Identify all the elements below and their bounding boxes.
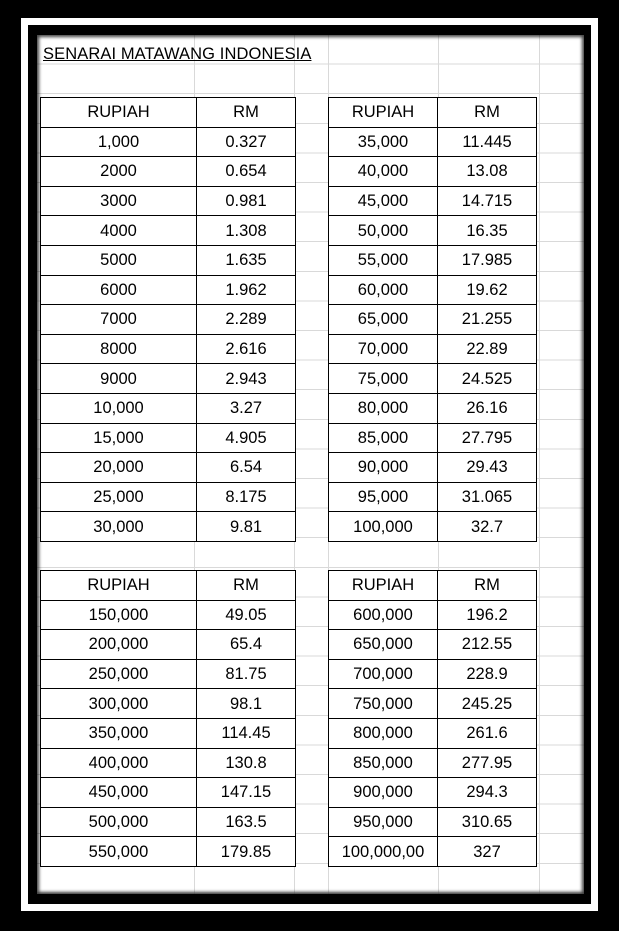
rupiah-cell: 250,000 (41, 659, 197, 689)
rupiah-cell: 25,000 (41, 482, 197, 512)
rupiah-cell: 75,000 (329, 364, 438, 394)
table-row (41, 482, 296, 512)
rm-cell: 163.5 (197, 807, 296, 837)
rupiah-cell: 55,000 (329, 245, 438, 275)
table-row (329, 512, 537, 542)
table-row (41, 748, 296, 778)
table-row (329, 186, 537, 216)
rupiah-cell: 80,000 (329, 393, 438, 423)
table-header-row (41, 98, 296, 128)
rm-cell: 21.255 (438, 305, 537, 335)
rm-cell: 31.065 (438, 482, 537, 512)
rm-cell: 9.81 (197, 512, 296, 542)
table-row (329, 423, 537, 453)
table-row (41, 275, 296, 305)
table-row (41, 127, 296, 157)
table-row (329, 482, 537, 512)
rm-cell: 13.08 (438, 157, 537, 187)
table-row (329, 689, 537, 719)
rm-cell: 310.65 (438, 807, 537, 837)
rupiah-cell: 1,000 (41, 127, 197, 157)
table-row (329, 245, 537, 275)
rm-cell: 2.289 (197, 305, 296, 335)
table-row (41, 689, 296, 719)
header-rm: RM (438, 98, 537, 128)
rm-cell: 277.95 (438, 748, 537, 778)
rm-cell: 26.16 (438, 393, 537, 423)
rupiah-cell: 100,000 (329, 512, 438, 542)
rupiah-cell: 350,000 (41, 718, 197, 748)
rm-cell: 24.525 (438, 364, 537, 394)
table-row (41, 186, 296, 216)
currency-table-top-right (328, 97, 537, 542)
table-row (41, 423, 296, 453)
rm-cell: 3.27 (197, 393, 296, 423)
rupiah-cell: 300,000 (41, 689, 197, 719)
rm-cell: 0.981 (197, 186, 296, 216)
table-header-row (41, 571, 296, 601)
rm-cell: 212.55 (438, 630, 537, 660)
rupiah-cell: 10,000 (41, 393, 197, 423)
table-row (41, 453, 296, 483)
table-row (329, 718, 537, 748)
rupiah-cell: 800,000 (329, 718, 438, 748)
rupiah-cell: 15,000 (41, 423, 197, 453)
table-row (329, 364, 537, 394)
rupiah-cell: 20,000 (41, 453, 197, 483)
rm-cell: 147.15 (197, 778, 296, 808)
rm-cell: 0.327 (197, 127, 296, 157)
rupiah-cell: 7000 (41, 305, 197, 335)
sheet-title: SENARAI MATAWANG INDONESIA (43, 45, 312, 63)
spreadsheet-area (37, 35, 584, 894)
header-rm: RM (438, 571, 537, 601)
rm-cell: 196.2 (438, 600, 537, 630)
rm-cell: 0.654 (197, 157, 296, 187)
rm-cell: 130.8 (197, 748, 296, 778)
rm-cell: 27.795 (438, 423, 537, 453)
table-row (41, 245, 296, 275)
rm-cell: 327 (438, 837, 537, 867)
rm-cell: 6.54 (197, 453, 296, 483)
header-rupiah: RUPIAH (329, 571, 438, 601)
rupiah-cell: 60,000 (329, 275, 438, 305)
currency-table-bottom-right (328, 570, 537, 867)
header-rupiah: RUPIAH (41, 571, 197, 601)
table-row (41, 216, 296, 246)
rupiah-cell: 6000 (41, 275, 197, 305)
rupiah-cell: 85,000 (329, 423, 438, 453)
rupiah-cell: 95,000 (329, 482, 438, 512)
rm-cell: 245.25 (438, 689, 537, 719)
rupiah-cell: 45,000 (329, 186, 438, 216)
rupiah-cell: 30,000 (41, 512, 197, 542)
rm-cell: 17.985 (438, 245, 537, 275)
header-rupiah: RUPIAH (329, 98, 438, 128)
rupiah-cell: 50,000 (329, 216, 438, 246)
rm-cell: 1.635 (197, 245, 296, 275)
table-row (41, 659, 296, 689)
rupiah-cell: 35,000 (329, 127, 438, 157)
table-row (329, 837, 537, 867)
rm-cell: 19.62 (438, 275, 537, 305)
table-row (329, 807, 537, 837)
rupiah-cell: 700,000 (329, 659, 438, 689)
table-row (329, 393, 537, 423)
rm-cell: 228.9 (438, 659, 537, 689)
table-row (329, 127, 537, 157)
rm-cell: 4.905 (197, 423, 296, 453)
table-row (329, 157, 537, 187)
table-row (41, 718, 296, 748)
rm-cell: 8.175 (197, 482, 296, 512)
table-row (41, 837, 296, 867)
rm-cell: 81.75 (197, 659, 296, 689)
rm-cell: 65.4 (197, 630, 296, 660)
table-row (41, 630, 296, 660)
rupiah-cell: 5000 (41, 245, 197, 275)
rupiah-cell: 2000 (41, 157, 197, 187)
rupiah-cell: 100,000,00 (329, 837, 438, 867)
rupiah-cell: 500,000 (41, 807, 197, 837)
table-row (41, 393, 296, 423)
rupiah-cell: 8000 (41, 334, 197, 364)
rm-cell: 114.45 (197, 718, 296, 748)
table-row (41, 778, 296, 808)
rupiah-cell: 200,000 (41, 630, 197, 660)
rupiah-cell: 950,000 (329, 807, 438, 837)
table-row (329, 453, 537, 483)
rupiah-cell: 90,000 (329, 453, 438, 483)
rm-cell: 261.6 (438, 718, 537, 748)
rm-cell: 29.43 (438, 453, 537, 483)
currency-table-top-left (40, 97, 296, 542)
rm-cell: 16.35 (438, 216, 537, 246)
header-rupiah: RUPIAH (41, 98, 197, 128)
rupiah-cell: 550,000 (41, 837, 197, 867)
table-row (41, 364, 296, 394)
currency-table-bottom-left (40, 570, 296, 867)
table-row (41, 157, 296, 187)
table-row (41, 512, 296, 542)
rm-cell: 11.445 (438, 127, 537, 157)
rm-cell: 98.1 (197, 689, 296, 719)
rm-cell: 32.7 (438, 512, 537, 542)
table-header-row (329, 571, 537, 601)
rupiah-cell: 600,000 (329, 600, 438, 630)
rm-cell: 2.943 (197, 364, 296, 394)
table-header-row (329, 98, 537, 128)
table-row (329, 659, 537, 689)
rm-cell: 22.89 (438, 334, 537, 364)
rupiah-cell: 400,000 (41, 748, 197, 778)
rm-cell: 2.616 (197, 334, 296, 364)
rm-cell: 1.962 (197, 275, 296, 305)
table-row (329, 748, 537, 778)
table-row (329, 630, 537, 660)
rupiah-cell: 850,000 (329, 748, 438, 778)
table-row (329, 334, 537, 364)
rupiah-cell: 3000 (41, 186, 197, 216)
rupiah-cell: 9000 (41, 364, 197, 394)
rupiah-cell: 70,000 (329, 334, 438, 364)
rupiah-cell: 150,000 (41, 600, 197, 630)
rupiah-cell: 65,000 (329, 305, 438, 335)
table-row (41, 305, 296, 335)
rm-cell: 179.85 (197, 837, 296, 867)
rm-cell: 49.05 (197, 600, 296, 630)
table-row (41, 334, 296, 364)
table-row (329, 778, 537, 808)
header-rm: RM (197, 98, 296, 128)
table-row (329, 600, 537, 630)
rm-cell: 1.308 (197, 216, 296, 246)
rupiah-cell: 40,000 (329, 157, 438, 187)
rupiah-cell: 650,000 (329, 630, 438, 660)
header-rm: RM (197, 571, 296, 601)
table-row (329, 305, 537, 335)
rupiah-cell: 900,000 (329, 778, 438, 808)
rm-cell: 14.715 (438, 186, 537, 216)
rm-cell: 294.3 (438, 778, 537, 808)
table-row (41, 807, 296, 837)
table-row (41, 600, 296, 630)
rupiah-cell: 4000 (41, 216, 197, 246)
rupiah-cell: 750,000 (329, 689, 438, 719)
table-row (329, 275, 537, 305)
rupiah-cell: 450,000 (41, 778, 197, 808)
table-row (329, 216, 537, 246)
